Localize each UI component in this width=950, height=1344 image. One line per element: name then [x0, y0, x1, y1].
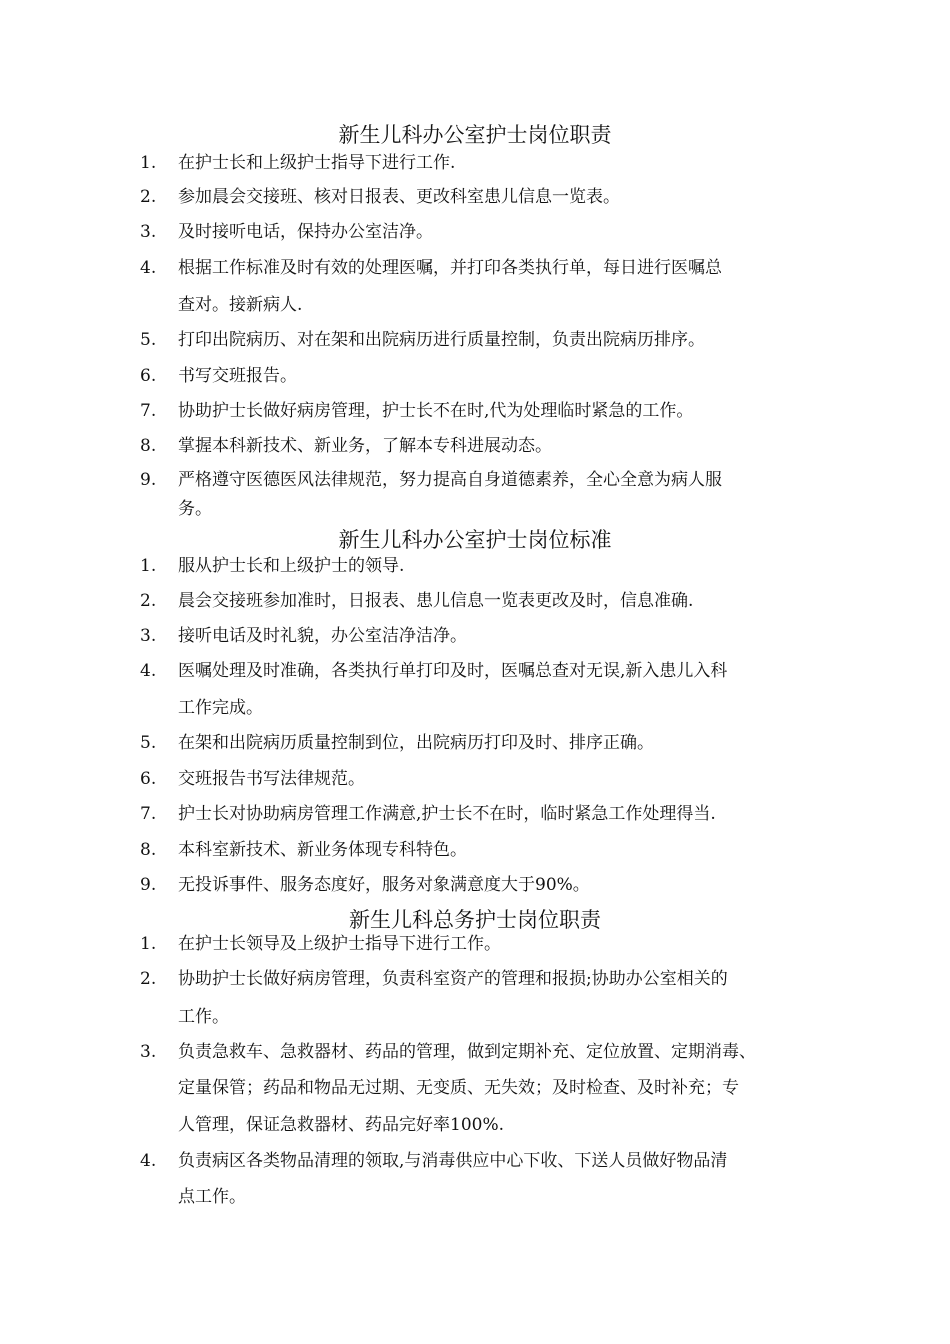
- item-number: 5.: [140, 330, 157, 350]
- item-number: 2.: [140, 187, 157, 207]
- item-text: 交班报告书写法律规范。: [178, 769, 365, 789]
- item-text: 协助护士长做好病房管理，负责科室资产的管理和报损;协助办公室相关的: [178, 969, 728, 989]
- item-text: 本科室新技术、新业务体现专科特色。: [178, 840, 467, 860]
- item-number: 2.: [140, 969, 157, 989]
- item-number: 3.: [140, 222, 157, 242]
- item-text: 点工作。: [178, 1187, 246, 1207]
- item-text: 无投诉事件、服务态度好，服务对象满意度大于90%。: [178, 875, 590, 895]
- item-text: 根据工作标准及时有效的处理医嘱，并打印各类执行单，每日进行医嘱总: [178, 258, 722, 278]
- item-text: 晨会交接班参加准时，日报表、患儿信息一览表更改及时，信息准确.: [178, 591, 694, 611]
- item-text: 在护士长领导及上级护士指导下进行工作。: [178, 934, 501, 954]
- item-text: 护士长对协助病房管理工作满意,护士长不在时，临时紧急工作处理得当.: [178, 804, 716, 824]
- item-text: 接听电话及时礼貌，办公室洁净洁净。: [178, 626, 467, 646]
- item-number: 7.: [140, 401, 157, 421]
- item-number: 3.: [140, 1042, 157, 1062]
- item-number: 8.: [140, 436, 157, 456]
- item-text: 定量保管；药品和物品无过期、无变质、无失效；及时检查、及时补充；专: [178, 1078, 739, 1098]
- item-text: 工作。: [178, 1007, 229, 1027]
- item-text: 参加晨会交接班、核对日报表、更改科室患儿信息一览表。: [178, 187, 620, 207]
- item-text: 服从护士长和上级护士的领导.: [178, 556, 405, 576]
- item-text: 查对。接新病人.: [178, 295, 303, 315]
- item-text: 负责急救车、急救器材、药品的管理，做到定期补充、定位放置、定期消毒、: [178, 1042, 756, 1062]
- item-number: 9.: [140, 470, 157, 490]
- item-number: 6.: [140, 366, 157, 386]
- item-number: 4.: [140, 1151, 157, 1171]
- item-text: 务。: [178, 499, 212, 519]
- item-number: 4.: [140, 661, 157, 681]
- item-number: 8.: [140, 840, 157, 860]
- section-title: 新生儿科办公室护士岗位标准: [338, 528, 612, 552]
- item-text: 人管理，保证急救器材、药品完好率100%.: [178, 1115, 505, 1135]
- item-text: 协助护士长做好病房管理，护士长不在时,代为处理临时紧急的工作。: [178, 401, 694, 421]
- item-number: 7.: [140, 804, 157, 824]
- item-text: 在护士长和上级护士指导下进行工作.: [178, 153, 456, 173]
- item-number: 4.: [140, 258, 157, 278]
- item-text: 在架和出院病历质量控制到位，出院病历打印及时、排序正确。: [178, 733, 654, 753]
- item-text: 医嘱处理及时准确，各类执行单打印及时，医嘱总查对无误,新入患儿入科: [178, 661, 728, 681]
- item-text: 打印出院病历、对在架和出院病历进行质量控制，负责出院病历排序。: [178, 330, 705, 350]
- item-number: 1.: [140, 934, 157, 954]
- item-number: 9.: [140, 875, 157, 895]
- item-text: 负责病区各类物品清理的领取,与消毒供应中心下收、下送人员做好物品清: [178, 1151, 728, 1171]
- item-number: 5.: [140, 733, 157, 753]
- item-number: 2.: [140, 591, 157, 611]
- item-text: 掌握本科新技术、新业务，了解本专科进展动态。: [178, 436, 552, 456]
- section-title: 新生儿科总务护士岗位职责: [349, 908, 601, 932]
- item-text: 及时接听电话，保持办公室洁净。: [178, 222, 433, 242]
- item-text: 严格遵守医德医风法律规范，努力提高自身道德素养，全心全意为病人服: [178, 470, 722, 490]
- item-number: 3.: [140, 626, 157, 646]
- section-title: 新生儿科办公室护士岗位职责: [338, 123, 612, 147]
- item-text: 书写交班报告。: [178, 366, 297, 386]
- item-number: 1.: [140, 153, 157, 173]
- item-number: 1.: [140, 556, 157, 576]
- item-text: 工作完成。: [178, 698, 263, 718]
- item-number: 6.: [140, 769, 157, 789]
